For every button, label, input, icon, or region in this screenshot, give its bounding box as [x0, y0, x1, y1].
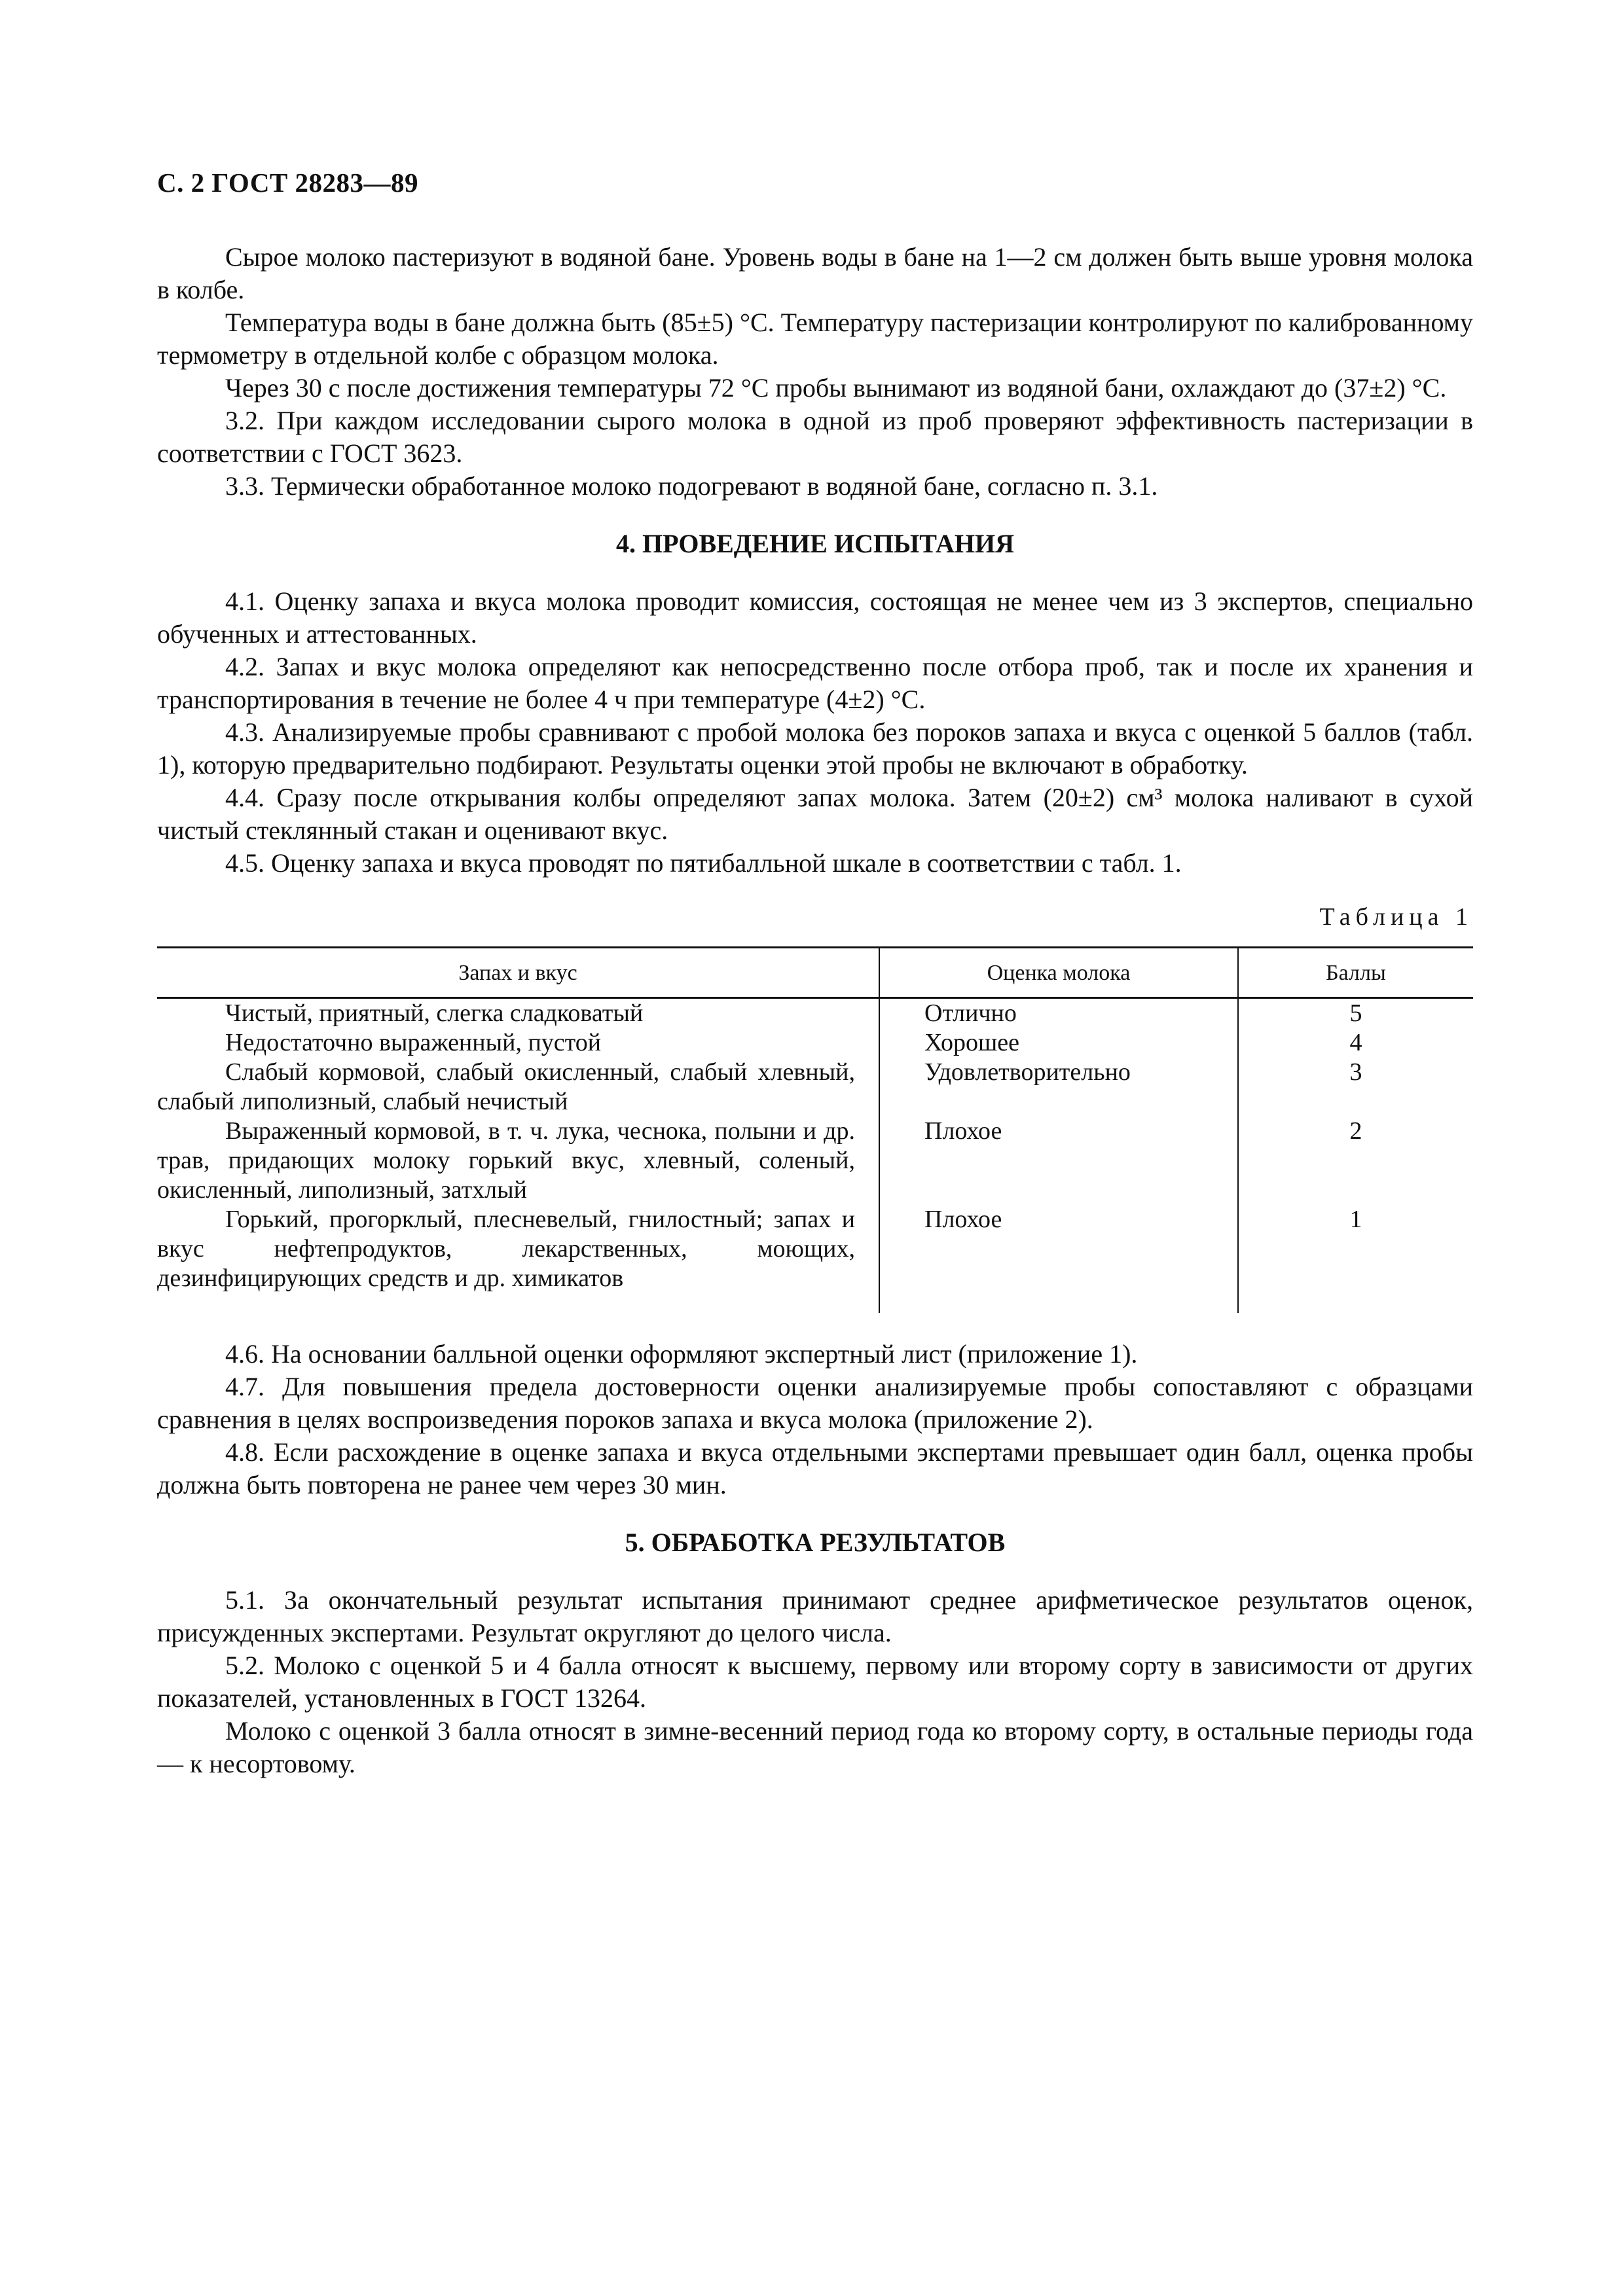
section-5-title: 5. ОБРАБОТКА РЕЗУЛЬТАТОВ — [625, 1528, 1006, 1557]
column-header-rating: Оценка молока — [879, 948, 1238, 998]
cell-rating: Плохое — [879, 1205, 1238, 1313]
table-row — [157, 1205, 1473, 1313]
column-header-smell-taste: Запах и вкус — [157, 948, 879, 998]
cell-smell-taste: Чистый, приятный, слегка сладковатый — [157, 998, 879, 1029]
paragraph-4-3: 4.3. Анализируемые пробы сравнивают с пробой молока без пороков запаха и вкуса с оценкой 5 баллов (табл. 1), которую предварительно подбирают. Результаты оценки этой пробы не включают в обработку. — [157, 717, 1473, 780]
paragraph-3-1b: Температура воды в бане должна быть (85±5) °С. Температуру пастеризации контролируют по калиброванному термометру в отдельной колбе с образцом молока. — [157, 308, 1473, 370]
paragraph-4-5: 4.5. Оценку запаха и вкуса проводят по пятибалльной шкале в соответствии с табл. 1. — [225, 848, 1182, 878]
paragraph-4-8: 4.8. Если расхождение в оценке запаха и вкуса отдельными экспертами превышает один балл, оценка пробы должна быть повторена не ранее чем через 30 мин. — [157, 1437, 1473, 1499]
cell-smell-taste: Горький, прогорклый, плесневелый, гнилостный; запах и вкус нефтепродуктов, лекарственных, моющих, дезинфицирующих средств и др. химикатов — [157, 1205, 879, 1313]
paragraph-4-7: 4.7. Для повышения предела достоверности оценки анализируемые пробы сопоставляют с образцами сравнения в целях воспроизведения пороков запаха и вкуса молока (приложение 2). — [157, 1372, 1473, 1434]
column-header-score: Баллы — [1238, 948, 1473, 998]
cell-rating: Плохое — [879, 1117, 1238, 1205]
cell-score: 2 — [1349, 1117, 1362, 1145]
page-header: С. 2 ГОСТ 28283—89 — [157, 168, 419, 198]
table-1 — [157, 946, 1473, 1313]
table-row — [157, 998, 1473, 1029]
paragraph-3-1a: Сырое молоко пастеризуют в водяной бане. Уровень воды в бане на 1—2 см должен быть выше уровня молока в колбе. — [157, 242, 1473, 304]
paragraph-4-4: 4.4. Сразу после открывания колбы определяют запах молока. Затем (20±2) см³ молока наливают в сухой чистый стеклянный стакан и оценивают вкус. — [157, 783, 1473, 845]
cell-smell-taste: Слабый кормовой, слабый окисленный, слабый хлевный, слабый липолизный, слабый нечистый — [157, 1058, 879, 1117]
paragraph-3-2: 3.2. При каждом исследовании сырого молока в одной из проб проверяют эффективность пастеризации в соответствии с ГОСТ 3623. — [157, 406, 1473, 468]
document-body — [157, 241, 1473, 1780]
paragraph-3-1c: Через 30 с после достижения температуры 72 °С пробы вынимают из водяной бани, охлаждают до (37±2) °С. — [225, 373, 1447, 403]
cell-rating: Удовлетворительно — [879, 1058, 1238, 1117]
paragraph-5-2b: Молоко с оценкой 3 балла относят в зимне-весенний период года ко второму сорту, в остальные периоды года — к несортовому. — [157, 1716, 1473, 1778]
cell-rating: Отлично — [879, 998, 1238, 1029]
paragraph-3-3: 3.3. Термически обработанное молоко подогревают в водяной бане, согласно п. 3.1. — [225, 471, 1158, 501]
table-row — [157, 1028, 1473, 1058]
paragraph-4-2: 4.2. Запах и вкус молока определяют как непосредственно после отбора проб, так и после их хранения и транспортирования в течение не более 4 ч при температуре (4±2) °С. — [157, 652, 1473, 714]
table-1-caption: Таблица 1 — [1319, 903, 1473, 931]
paragraph-5-2: 5.2. Молоко с оценкой 5 и 4 балла относят к высшему, первому или второму сорту в зависимости от других показателей, установленных в ГОСТ 13264. — [157, 1651, 1473, 1713]
table-header-row — [157, 948, 1473, 998]
cell-smell-taste: Недостаточно выраженный, пустой — [157, 1028, 879, 1058]
paragraph-4-6: 4.6. На основании балльной оценки оформляют экспертный лист (приложение 1). — [225, 1339, 1138, 1369]
cell-score: 3 — [1349, 1058, 1362, 1086]
table-row — [157, 1117, 1473, 1205]
table-row — [157, 1058, 1473, 1117]
section-4-title: 4. ПРОВЕДЕНИЕ ИСПЫТАНИЯ — [616, 529, 1014, 558]
cell-smell-taste: Выраженный кормовой, в т. ч. лука, чеснока, полыни и др. трав, придающих молоку горький вкус, хлевный, соленый, окисленный, липолизный, затхлый — [157, 1117, 879, 1205]
cell-rating: Хорошее — [879, 1028, 1238, 1058]
paragraph-5-1: 5.1. За окончательный результат испытания принимают среднее арифметическое результатов оценок, присужденных экспертами. Результат округляют до целого числа. — [157, 1585, 1473, 1647]
cell-score: 1 — [1349, 1206, 1362, 1233]
cell-score: 4 — [1349, 1029, 1362, 1056]
cell-score: 5 — [1349, 999, 1362, 1027]
paragraph-4-1: 4.1. Оценку запаха и вкуса молока проводит комиссия, состоящая не менее чем из 3 экспертов, специально обученных и аттестованных. — [157, 586, 1473, 649]
